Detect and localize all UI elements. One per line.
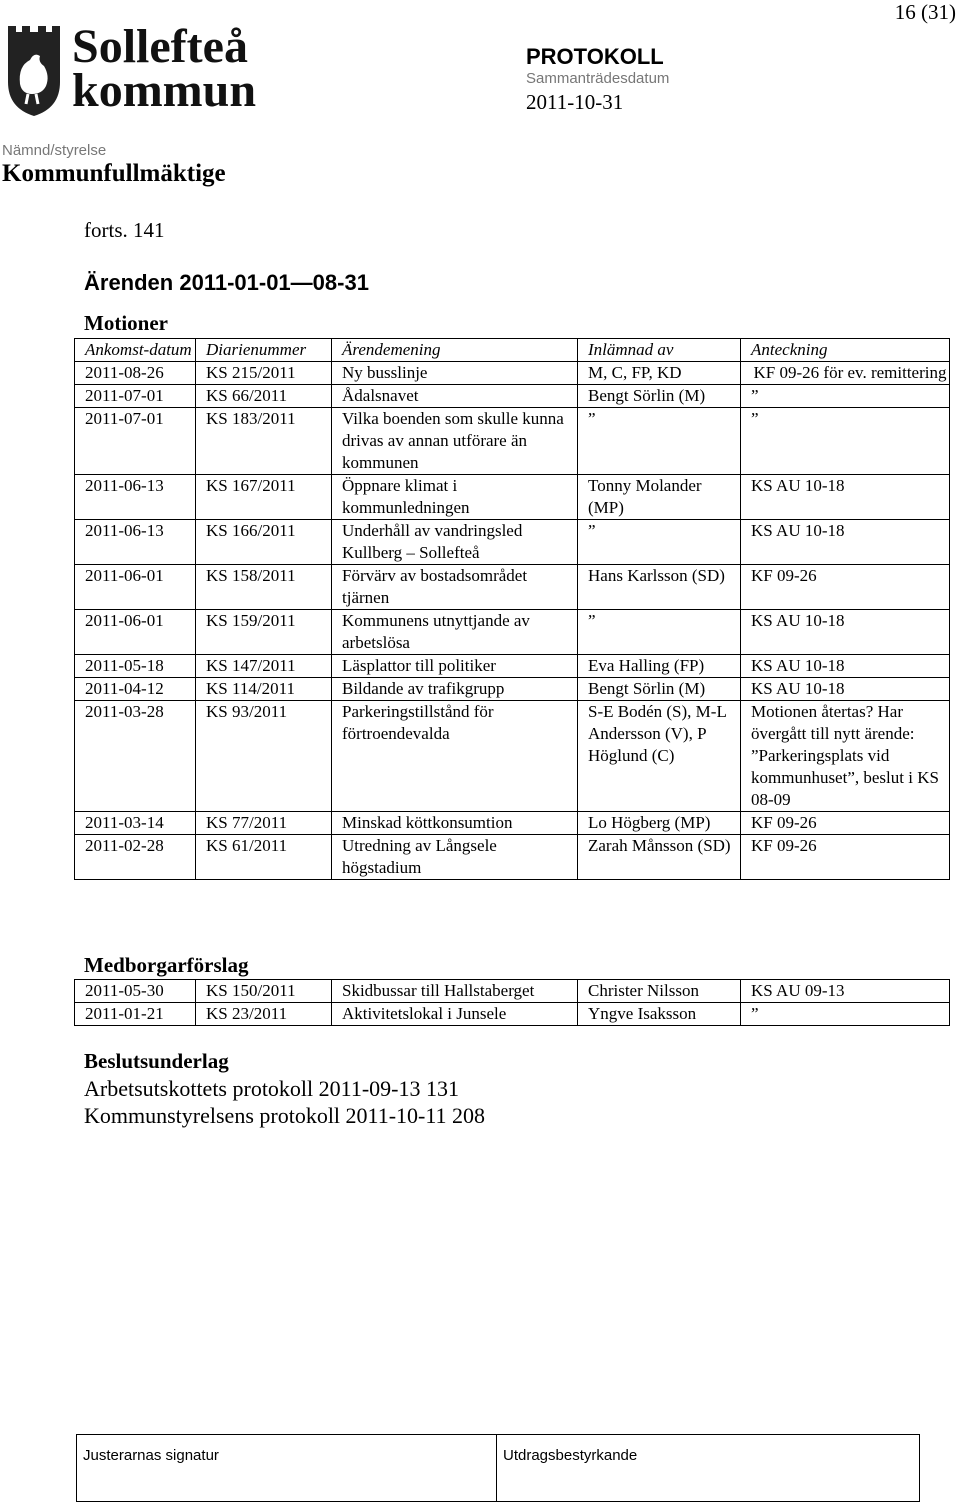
table-cell: 2011-07-01 bbox=[75, 408, 196, 475]
table-cell: KS AU 09-13 bbox=[741, 980, 950, 1003]
table-cell: M, C, FP, KD bbox=[578, 362, 741, 385]
table-cell: Minskad köttkonsumtion bbox=[332, 812, 578, 835]
table-cell: 2011-05-18 bbox=[75, 655, 196, 678]
signature-field: Justerarnas signatur bbox=[77, 1435, 497, 1501]
table-cell: Parkeringstillstånd för förtroendevalda bbox=[332, 701, 578, 812]
table-cell: Motionen återtas? Har övergått till nytt ärende: ”Parkeringsplats vid kommunhuset”, beslut i KS 08-09 bbox=[741, 701, 950, 812]
table-cell: KS 166/2011 bbox=[196, 520, 332, 565]
beslutsunderlag-list bbox=[84, 1075, 485, 1129]
motioner-table bbox=[74, 338, 950, 880]
table-cell: 2011-06-13 bbox=[75, 520, 196, 565]
header-cell: Diarienummer bbox=[196, 339, 332, 362]
table-cell: KS AU 10-18 bbox=[741, 678, 950, 701]
table-cell: Ny busslinje bbox=[332, 362, 578, 385]
table-cell: KS 93/2011 bbox=[196, 701, 332, 812]
signature-footer bbox=[76, 1434, 920, 1502]
table-cell: Eva Halling (FP) bbox=[578, 655, 741, 678]
table-cell: Bengt Sörlin (M) bbox=[578, 385, 741, 408]
table-cell: Skidbussar till Hallstaberget bbox=[332, 980, 578, 1003]
table-cell: KS 147/2011 bbox=[196, 655, 332, 678]
table-cell: ” bbox=[578, 610, 741, 655]
table-cell: 2011-01-21 bbox=[75, 1003, 196, 1026]
table-cell: 2011-06-01 bbox=[75, 610, 196, 655]
table-cell: KS AU 10-18 bbox=[741, 655, 950, 678]
table-cell: KF 09-26 bbox=[741, 565, 950, 610]
table-cell: 2011-02-28 bbox=[75, 835, 196, 880]
table-cell: KS 215/2011 bbox=[196, 362, 332, 385]
table-cell: Yngve Isaksson bbox=[578, 1003, 741, 1026]
table-cell: KS AU 10-18 bbox=[741, 475, 950, 520]
table-cell: Bengt Sörlin (M) bbox=[578, 678, 741, 701]
table-cell: 2011-05-30 bbox=[75, 980, 196, 1003]
table-cell: KS 66/2011 bbox=[196, 385, 332, 408]
table-cell: KF 09-26 bbox=[741, 835, 950, 880]
table-row bbox=[75, 408, 950, 475]
table-row bbox=[75, 610, 950, 655]
certification-field: Utdragsbestyrkande bbox=[503, 1447, 638, 1464]
table-cell: Zarah Månsson (SD) bbox=[578, 835, 741, 880]
table-cell: 2011-06-01 bbox=[75, 565, 196, 610]
page-heading: Ärenden 2011-01-01—08-31 bbox=[84, 270, 369, 295]
header-cell: Ärendemening bbox=[332, 339, 578, 362]
table-cell: KF 09-26 bbox=[741, 812, 950, 835]
table-cell: Läsplattor till politiker bbox=[332, 655, 578, 678]
table-row bbox=[75, 385, 950, 408]
table-cell: ” bbox=[741, 408, 950, 475]
meeting-date: 2011-10-31 bbox=[526, 90, 624, 114]
motioner-title: Motioner bbox=[84, 311, 168, 335]
table-row bbox=[75, 565, 950, 610]
municipality-logo bbox=[0, 20, 262, 120]
table-cell: KS 114/2011 bbox=[196, 678, 332, 701]
coat-of-arms-icon bbox=[2, 22, 66, 118]
table-cell: KS 77/2011 bbox=[196, 812, 332, 835]
table-row bbox=[75, 520, 950, 565]
table-cell: Förvärv av bostadsområdet tjärnen bbox=[332, 565, 578, 610]
table-row bbox=[75, 980, 950, 1003]
table-row bbox=[75, 701, 950, 812]
table-cell: 2011-06-13 bbox=[75, 475, 196, 520]
board-label: Nämnd/styrelse bbox=[2, 142, 107, 159]
table-row bbox=[75, 655, 950, 678]
table-cell: 2011-04-12 bbox=[75, 678, 196, 701]
table-cell: Underhåll av vandringsled Kullberg – Sollefteå bbox=[332, 520, 578, 565]
table-row bbox=[75, 678, 950, 701]
table-cell: Öppnare klimat i kommunledningen bbox=[332, 475, 578, 520]
table-cell: Utredning av Långsele högstadium bbox=[332, 835, 578, 880]
table-row bbox=[75, 835, 950, 880]
table-row bbox=[75, 475, 950, 520]
table-cell: Tonny Molander (MP) bbox=[578, 475, 741, 520]
table-cell: KS 159/2011 bbox=[196, 610, 332, 655]
logo-line-1: Sollefteå bbox=[72, 20, 248, 73]
table-cell: KS AU 10-18 bbox=[741, 610, 950, 655]
table-cell: Ådalsnavet bbox=[332, 385, 578, 408]
table-cell: Hans Karlsson (SD) bbox=[578, 565, 741, 610]
table-cell: KS 150/2011 bbox=[196, 980, 332, 1003]
beslutsunderlag-title: Beslutsunderlag bbox=[84, 1049, 229, 1073]
table-row bbox=[75, 812, 950, 835]
table-cell: Bildande av trafikgrupp bbox=[332, 678, 578, 701]
document-type: PROTOKOLL bbox=[526, 44, 664, 69]
medborgarforslag-title: Medborgarförslag bbox=[84, 953, 249, 977]
table-cell: ” bbox=[741, 1003, 950, 1026]
table-cell: Aktivitetslokal i Junsele bbox=[332, 1003, 578, 1026]
table-cell: 2011-08-26 bbox=[75, 362, 196, 385]
board-name: Kommunfullmäktige bbox=[2, 160, 226, 187]
table-row bbox=[75, 1003, 950, 1026]
header-cell: Anteckning bbox=[741, 339, 950, 362]
section-continuation: forts. 141 bbox=[84, 218, 165, 242]
table-cell: 2011-03-28 bbox=[75, 701, 196, 812]
table-cell: KS 167/2011 bbox=[196, 475, 332, 520]
table-cell: Lo Högberg (MP) bbox=[578, 812, 741, 835]
table-header-row bbox=[75, 339, 950, 362]
table-row bbox=[75, 362, 950, 385]
table-cell: Christer Nilsson bbox=[578, 980, 741, 1003]
basis-line: Arbetsutskottets protokoll 2011-09-13 131 bbox=[84, 1076, 459, 1101]
table-cell: ” bbox=[578, 408, 741, 475]
table-cell: 2011-07-01 bbox=[75, 385, 196, 408]
table-cell: KS 183/2011 bbox=[196, 408, 332, 475]
page-number: 16 (31) bbox=[894, 0, 956, 24]
table-cell: ” bbox=[741, 385, 950, 408]
table-cell: KS 23/2011 bbox=[196, 1003, 332, 1026]
table-cell: KS 61/2011 bbox=[196, 835, 332, 880]
table-cell: Vilka boenden som skulle kunna drivas av annan utförare än kommunen bbox=[332, 408, 578, 475]
logo-line-2: kommun bbox=[72, 64, 257, 117]
table-cell: ” bbox=[578, 520, 741, 565]
basis-line: Kommunstyrelsens protokoll 2011-10-11 208 bbox=[84, 1103, 486, 1128]
table-cell: KS 158/2011 bbox=[196, 565, 332, 610]
medborgarforslag-table bbox=[74, 979, 950, 1026]
table-cell: KS AU 10-18 bbox=[741, 520, 950, 565]
table-cell: Kommunens utnyttjande av arbetslösa bbox=[332, 610, 578, 655]
header-cell: Inlämnad av bbox=[578, 339, 741, 362]
table-cell: KF 09-26 för ev. remittering bbox=[741, 362, 950, 385]
table-cell: 2011-03-14 bbox=[75, 812, 196, 835]
table-cell: S-E Bodén (S), M-L Andersson (V), P Höglund (C) bbox=[578, 701, 741, 812]
header-cell: Ankomst-datum bbox=[75, 339, 196, 362]
meeting-date-label: Sammanträdesdatum bbox=[526, 70, 670, 87]
